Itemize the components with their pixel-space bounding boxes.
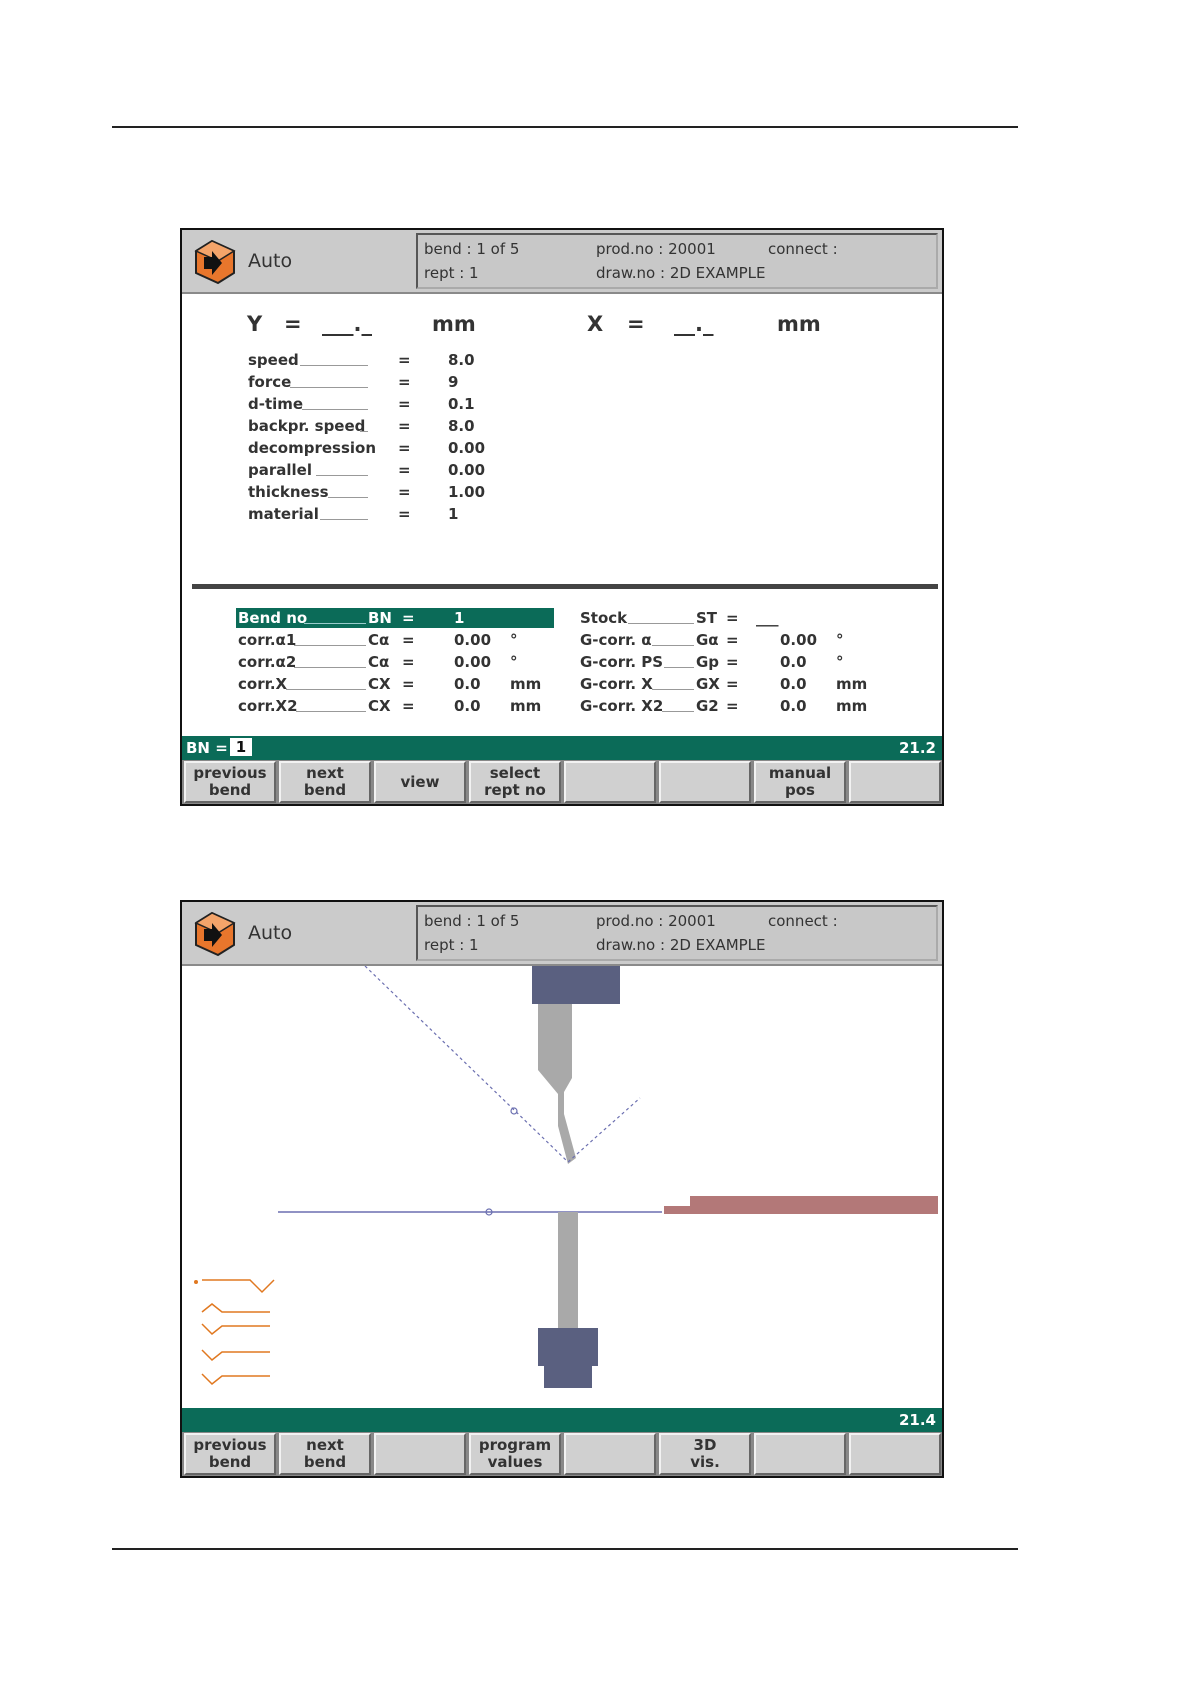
x-axis-unit: mm	[777, 312, 821, 336]
x-axis-eq: =	[627, 312, 645, 336]
status-bar	[182, 1408, 942, 1432]
next-bend-button[interactable]: next bend	[279, 761, 371, 803]
bn-input[interactable]: 1	[230, 738, 252, 756]
backgauge	[664, 1196, 938, 1214]
sequence-step	[202, 1280, 274, 1292]
connect-status: connect :	[768, 240, 838, 258]
screen-id: 21.2	[898, 739, 936, 757]
bn-prompt: BN =	[186, 739, 228, 757]
manual-pos-button[interactable]: manual pos	[754, 761, 846, 803]
prod-number: prod.no : 20001	[596, 912, 716, 930]
function-keys	[182, 760, 942, 804]
mode-title: Auto	[248, 922, 293, 944]
y-axis-value: ___._	[322, 312, 372, 336]
empty-function-key[interactable]	[374, 1433, 466, 1475]
job-info-panel	[416, 905, 938, 961]
bend-counter: bend : 1 of 5	[424, 912, 520, 930]
draw-number: draw.no : 2D EXAMPLE	[596, 936, 766, 954]
punch-tool	[538, 1004, 576, 1164]
view-button[interactable]: view	[374, 761, 466, 803]
auto-screen-numeric: Auto bend : 1 of 5 rept : 1 prod.no : 20001 draw.no : 2D EXAMPLE connect : Y = ___._ mm X = __._ mm speed = 8.0 force = 9 d-time = 0.1 backpr. speed = 8.0 decompression = 0.00 parallel = 0.00 thickness = 1.00 material = 1 Bend no BN = 1 corr.α1 Cα = 0.00 ° corr.α2 Cα = 0.00 ° corr.X CX = 0.0 mm corr.X2 CX = 0.0 mm Stock ST = ___ G-corr. α Gα = 0.00 ° G-corr. PS Gp = 0.0 ° G-corr. X GX = 0.0 mm G-corr. X2 G2 = 0.0 mm BN = 1 21.2 previous bend next bend view select rept no manual pos	[180, 228, 944, 806]
function-keys	[182, 1432, 942, 1476]
angle-marker	[511, 1108, 517, 1114]
bend-graphic	[182, 966, 942, 1408]
mode-title: Auto	[248, 250, 293, 272]
empty-function-key[interactable]	[849, 761, 941, 803]
previous-bend-button[interactable]: previous bend	[184, 1433, 276, 1475]
empty-function-key[interactable]	[564, 1433, 656, 1475]
next-bend-button[interactable]: next bend	[279, 1433, 371, 1475]
auto-screen-graphic	[180, 900, 944, 1478]
x-axis-label: X	[587, 312, 604, 336]
lower-tool-base	[544, 1364, 592, 1388]
upper-tool-holder	[532, 966, 620, 1004]
bend-counter: bend : 1 of 5	[424, 240, 520, 258]
section-divider	[192, 584, 938, 589]
sequence-step	[202, 1304, 270, 1312]
screen-id: 21.4	[898, 1411, 936, 1429]
empty-function-key[interactable]	[659, 761, 751, 803]
y-axis-label: Y	[247, 312, 263, 336]
job-info-panel	[416, 233, 938, 289]
auto-mode-icon	[190, 909, 240, 959]
header-bar	[182, 230, 942, 294]
3d-vis-button[interactable]: 3D vis.	[659, 1433, 751, 1475]
empty-function-key[interactable]	[754, 1433, 846, 1475]
select-rept-no-button[interactable]: select rept no	[469, 761, 561, 803]
draw-number: draw.no : 2D EXAMPLE	[596, 264, 766, 282]
status-bar	[182, 736, 942, 760]
header-bar	[182, 902, 942, 966]
bottom-rule	[112, 1548, 1018, 1550]
empty-function-key[interactable]	[849, 1433, 941, 1475]
program-values-button[interactable]: program values	[469, 1433, 561, 1475]
y-axis-eq: =	[284, 312, 302, 336]
sequence-step	[202, 1350, 270, 1360]
connect-status: connect :	[768, 912, 838, 930]
x-axis-value: __._	[674, 312, 714, 336]
rept-counter: rept : 1	[424, 264, 479, 282]
auto-mode-icon	[190, 237, 240, 287]
prod-number: prod.no : 20001	[596, 240, 716, 258]
bend-sequence	[194, 1280, 274, 1384]
die-body	[558, 1212, 578, 1328]
lower-tool-holder	[538, 1328, 598, 1366]
rept-counter: rept : 1	[424, 936, 479, 954]
y-axis-unit: mm	[432, 312, 476, 336]
previous-bend-button[interactable]: previous bend	[184, 761, 276, 803]
top-rule	[112, 126, 1018, 128]
sequence-step	[202, 1324, 270, 1334]
empty-function-key[interactable]	[564, 761, 656, 803]
angle-guide-right	[568, 1098, 640, 1162]
sequence-step	[202, 1374, 270, 1384]
